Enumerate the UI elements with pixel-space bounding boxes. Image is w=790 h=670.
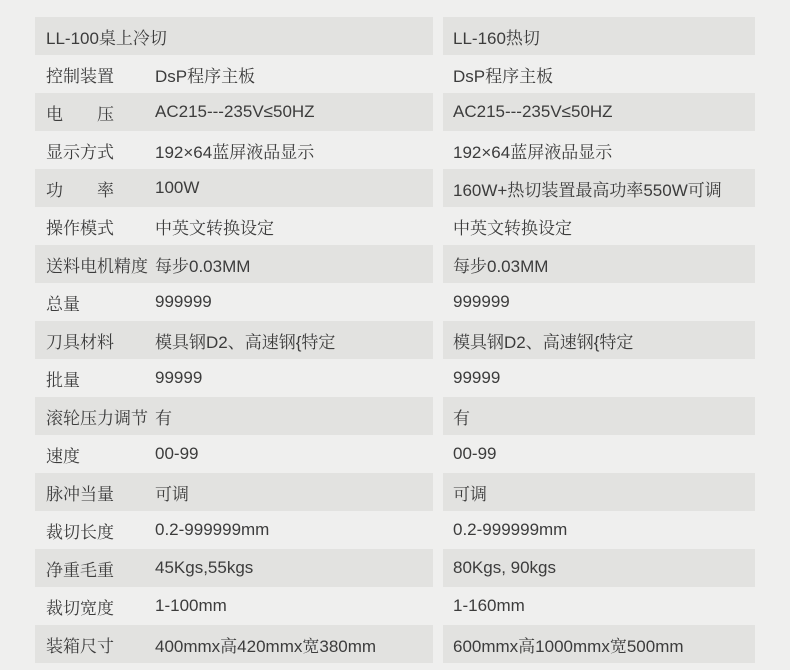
row-label: 操作模式 (46, 218, 114, 238)
row-label: 脉冲当量 (46, 484, 114, 504)
table-row-blade-material (35, 321, 755, 359)
table-row-batch-count (35, 359, 755, 397)
table-row-power (35, 169, 755, 207)
right-value: 80Kgs, 90kgs (453, 558, 557, 577)
right-value: DsP程序主板 (453, 66, 554, 86)
left-value: 1-100mm (155, 596, 227, 615)
table-row-speed (35, 435, 755, 473)
right-value: 中英文转换设定 (453, 218, 572, 238)
left-value: 192×64蓝屏液品显示 (155, 142, 315, 162)
left-value: 可调 (155, 484, 189, 504)
left-value: 400mmx高420mmx宽380mm (155, 636, 377, 656)
table-row-total-count (35, 283, 755, 321)
table-row-voltage (35, 93, 755, 131)
right-value: 1-160mm (453, 596, 525, 615)
table-header-row (35, 17, 755, 55)
table-row-cut-length (35, 511, 755, 549)
right-value: AC215---235V≤50HZ (453, 102, 613, 121)
right-value: 可调 (453, 484, 487, 504)
left-value: 有 (155, 408, 172, 428)
left-value: 每步0.03MM (155, 256, 251, 276)
left-value: 模具钢D2、高速钢{特定 (155, 332, 336, 352)
right-value: 00-99 (453, 444, 497, 463)
left-value: 99999 (155, 368, 203, 387)
row-label: 滚轮压力调节 (46, 408, 148, 428)
right-value: 99999 (453, 368, 501, 387)
row-label: 速度 (46, 446, 80, 466)
right-value: 600mmx高1000mmx宽500mm (453, 636, 684, 656)
row-label: 装箱尺寸 (46, 636, 114, 656)
left-value: 999999 (155, 292, 212, 311)
row-label: 裁切宽度 (46, 598, 114, 618)
left-value: AC215---235V≤50HZ (155, 102, 315, 121)
table-row-roller-pressure (35, 397, 755, 435)
column-header-left: LL-100桌上冷切 (46, 28, 167, 48)
table-row-net-gross-weight (35, 549, 755, 587)
right-value: 192×64蓝屏液品显示 (453, 142, 613, 162)
right-value: 999999 (453, 292, 510, 311)
right-value: 有 (453, 408, 470, 428)
right-value: 160W+热切装置最高功率550W可调 (453, 180, 722, 200)
right-value: 0.2-999999mm (453, 520, 568, 539)
left-value: 中英文转换设定 (155, 218, 274, 238)
row-label: 批量 (46, 370, 80, 390)
row-label: 控制装置 (46, 66, 114, 86)
table-row-packing-size (35, 625, 755, 663)
left-value: 100W (155, 178, 200, 197)
table-row-cut-width (35, 587, 755, 625)
table-row-feed-motor-precision (35, 245, 755, 283)
row-label: 送料电机精度 (46, 256, 148, 276)
column-header-right: LL-160热切 (453, 28, 540, 48)
left-value: 0.2-999999mm (155, 520, 270, 539)
left-value: 00-99 (155, 444, 199, 463)
left-value: 45Kgs,55kgs (155, 558, 254, 577)
header-cell-ll100 (35, 17, 433, 55)
right-value: 每步0.03MM (453, 256, 549, 276)
row-label: 总量 (46, 294, 80, 314)
right-value: 模具钢D2、高速钢{特定 (453, 332, 634, 352)
table-row-operation-mode (35, 207, 755, 245)
row-label: 净重毛重 (46, 560, 114, 580)
table-row-control-unit (35, 55, 755, 93)
table-row-pulse-equivalent (35, 473, 755, 511)
left-value: DsP程序主板 (155, 66, 256, 86)
row-label: 刀具材料 (46, 332, 114, 352)
row-label: 功 率 (46, 180, 114, 200)
row-label: 裁切长度 (46, 522, 114, 542)
row-label: 电 压 (46, 104, 114, 124)
header-cell-ll160 (443, 17, 755, 55)
row-label: 显示方式 (46, 142, 114, 162)
table-row-display (35, 131, 755, 169)
